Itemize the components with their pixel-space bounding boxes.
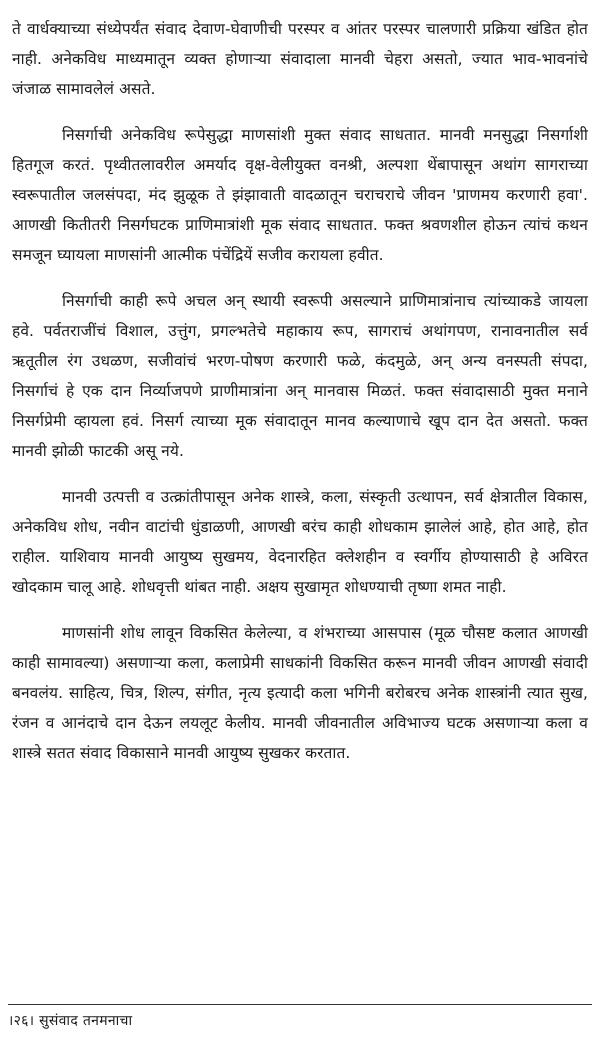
paragraph-1: ते वार्धक्याच्या संध्येपर्यंत संवाद देवाण-घेवाणीची परस्पर व आंतर परस्पर चालणारी प्रक्रिया खंडित होत नाही. अनेकविध माध्यमातून व्यक्त होणाऱ्या संवादाला मानवी चेहरा असतो, ज्यात भाव-भावनांचे जंजाळ सामावलेलं असते. [12, 20, 588, 98]
page-body [12, 14, 588, 768]
paragraph-3: निसर्गाची काही रूपे अचल अन् स्थायी स्वरूपी असल्याने प्राणिमात्रांनाच त्यांच्याकडे जायला हवे. पर्वतराजींचं विशाल, उत्तुंग, प्रगल्भतेचे महाकाय रूप, सागराचं अथांगपण, रानावनातील सर्व ऋतूतील रंग उधळण, सजीवांचं भरण-पोषण करणारी फळे, कंदमुळे, अन् अन्य वनस्पती संपदा, निसर्गाचं हे एक दान निर्व्याजपणे प्राणीमात्रांना अन् मानवास मिळतं. फक्त संवादासाठी मुक्त मनाने निसर्गप्रेमी व्हायला हवं. निसर्ग त्याच्या मूक संवादातून मानव कल्याणाचे खूप दान देत असतो. फक्त मानवी झोळी फाटकी असू नये. [12, 292, 588, 460]
page-footer [8, 1004, 592, 1031]
paragraph-5: माणसांनी शोध लावून विकसित केलेल्या, व शंभराच्या आसपास (मूळ चौसष्ट कलात आणखी काही सामावल्या) असणाऱ्या कला, कलाप्रेमी साधकांनी विकसित करून मानवी जीवन आणखी संवादी बनवलंय. साहित्य, चित्र, शिल्प, संगीत, नृत्य इत्यादी कला भगिनी बरोबरच अनेक शास्त्रांनी त्यात सुख, रंजन व आनंदाचे दान देऊन लयलूट केलीय. मानवी जीवनातील अविभाज्य घटक असणाऱ्या कला व शास्त्रे सतत संवाद विकासाने मानवी आयुष्य सुखकर करतात. [12, 624, 588, 762]
paragraph-2: निसर्गाची अनेकविध रूपेसुद्धा माणसांशी मुक्त संवाद साधतात. मानवी मनसुद्धा निसर्गाशी हितगूज करतं. पृथ्वीतलावरील अमर्याद वृक्ष-वेलीयुक्त वनश्री, अल्पशा थेंबापासून अथांग सागराच्या स्वरूपातील जलसंपदा, मंद झुळूक ते झंझावाती वादळातून चराचराचे जीवन 'प्राणमय करणारी हवा'. आणखी कितीतरी निसर्गघटक प्राणिमात्रांशी मूक संवाद साधतात. फक्त श्रवणशील होऊन त्यांचं कथन समजून घ्यायला माणसांनी आत्मीक पंचेंद्रियें सजीव करायला हवीत. [12, 126, 588, 264]
paragraph-4: मानवी उत्पत्ती व उत्क्रांतीपासून अनेक शास्त्रे, कला, संस्कृती उत्थापन, सर्व क्षेत्रातील विकास, अनेकविध शोध, नवीन वाटांची धुंडाळणी, आणखी बरंच काही शोधकाम झालेलं आहे, होत आहे, होत राहील. याशिवाय मानवी आयुष्य सुखमय, वेदनारहित क्लेशहीन व स्वर्गीय होण्यासाठी हे अविरत खोदकाम चालू आहे. शोधवृत्ती थांबत नाही. अक्षय सुखामृत शोधण्याची तृष्णा शमत नाही. [12, 488, 588, 596]
footer-page-number-and-title: ।२६। सुसंवाद तनमनाचा [8, 1013, 133, 1029]
